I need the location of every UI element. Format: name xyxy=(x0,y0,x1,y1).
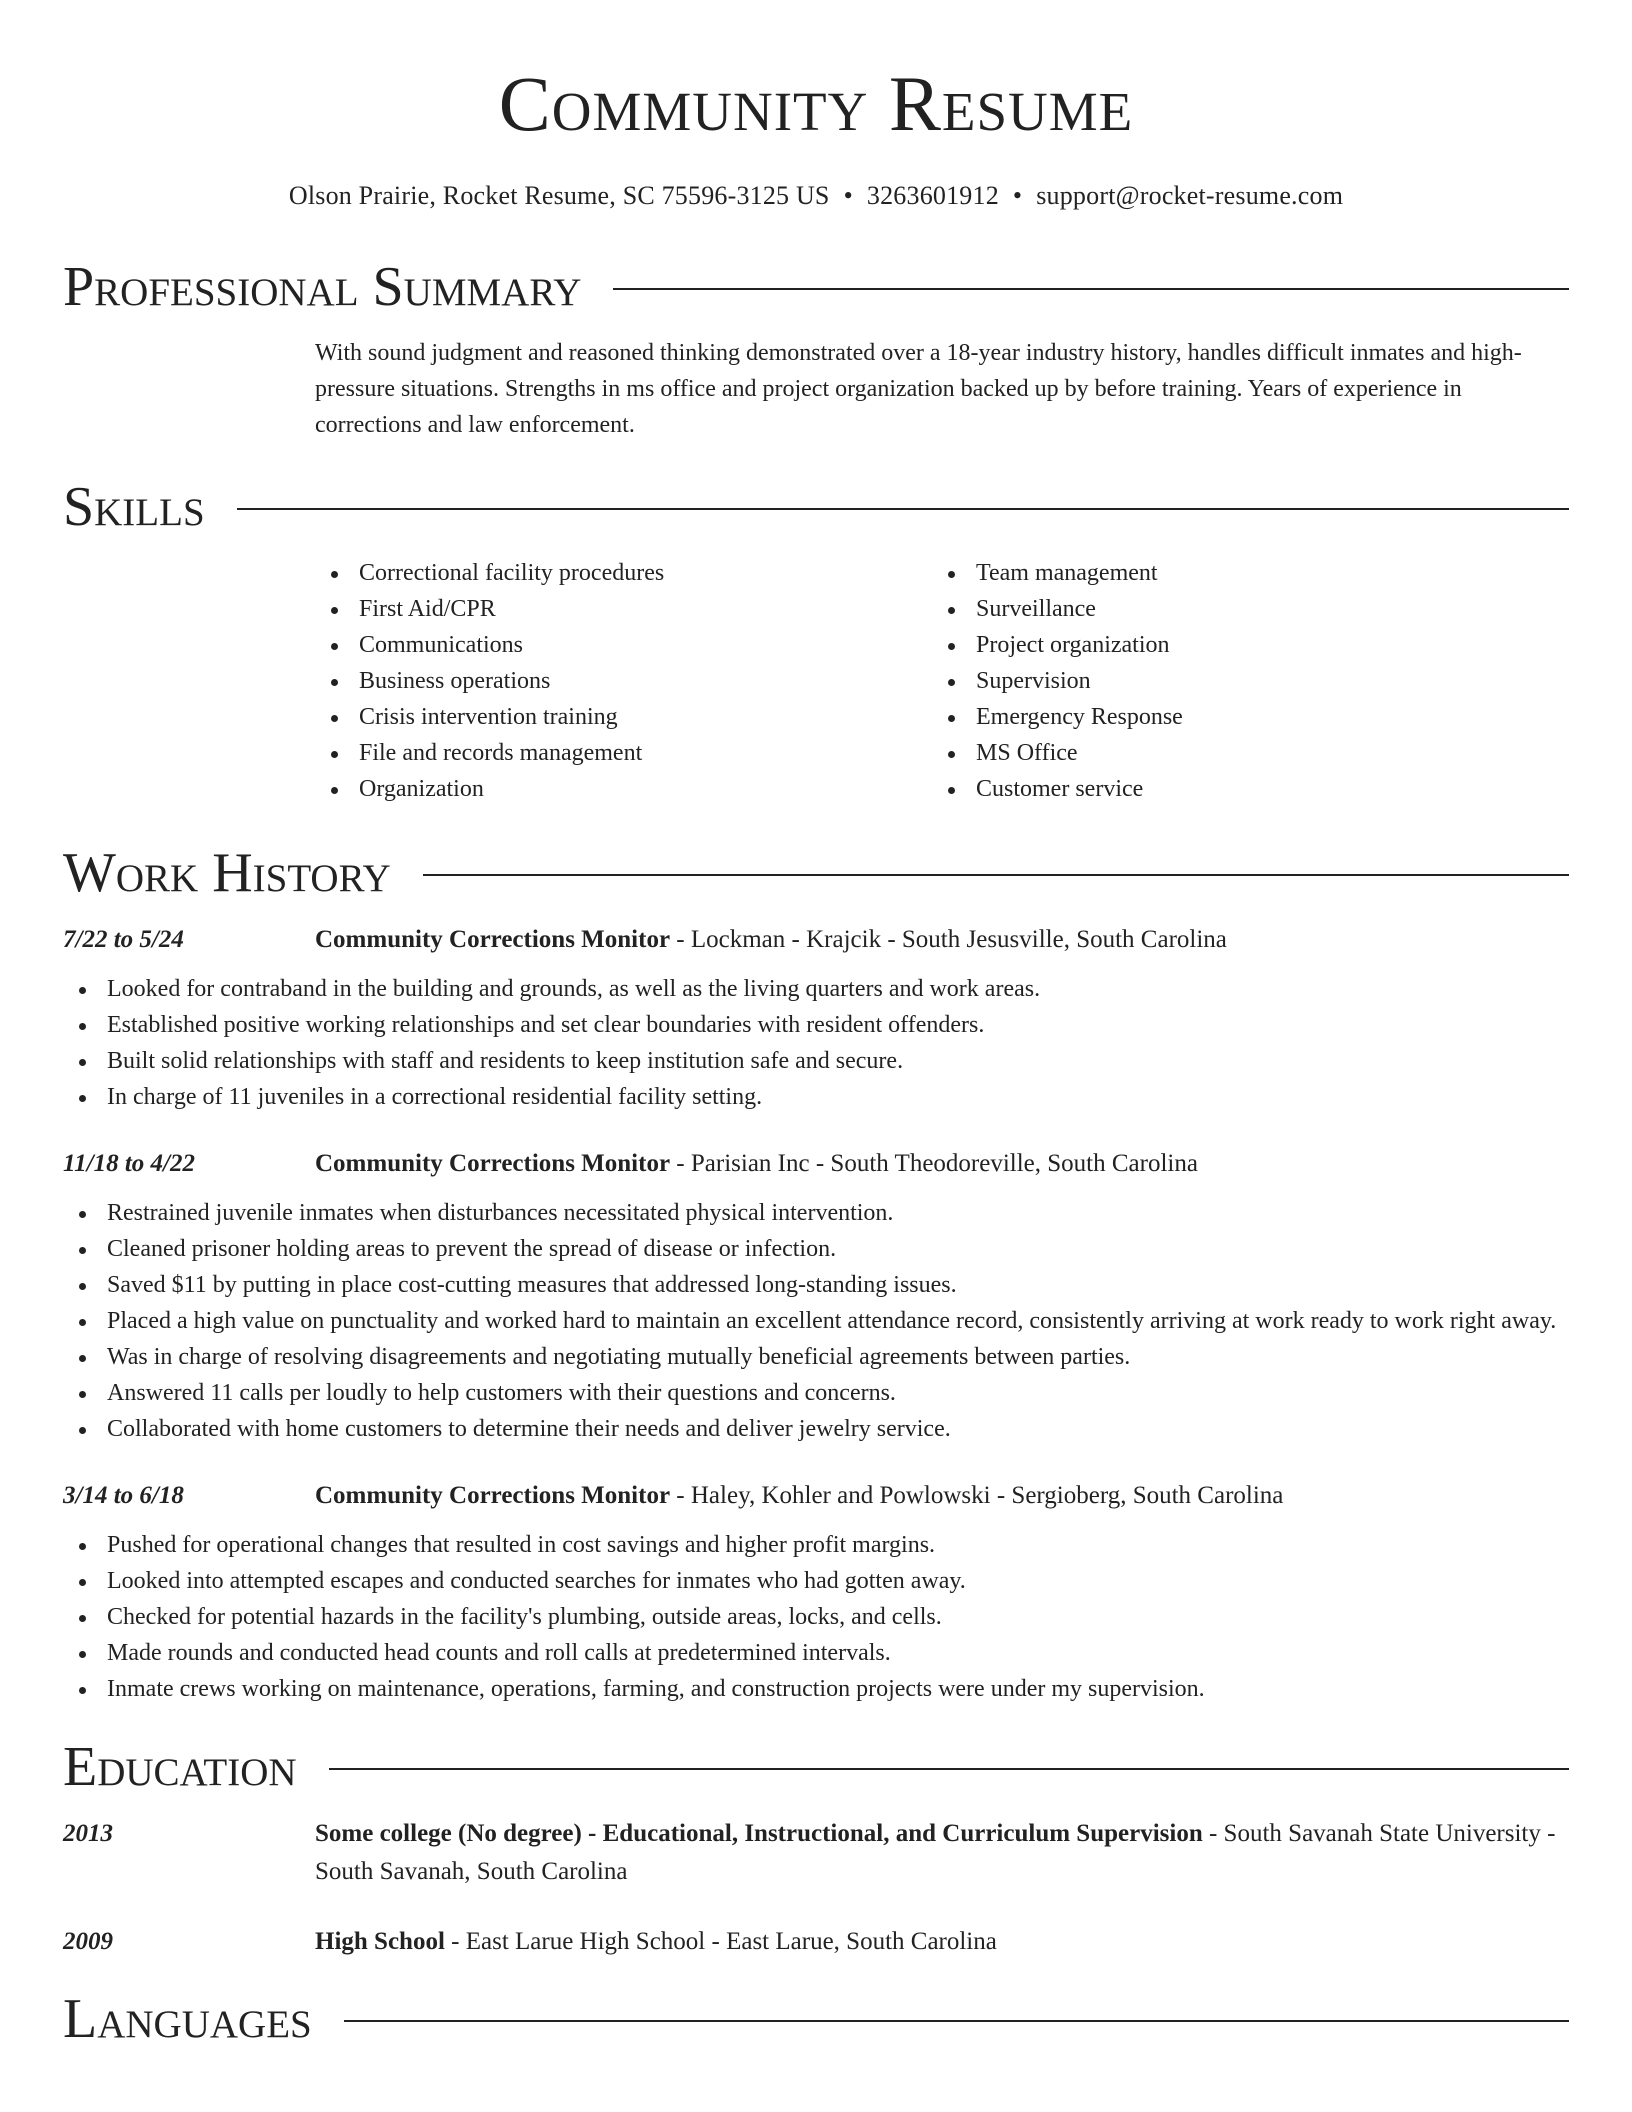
section-divider xyxy=(613,288,1569,290)
section-divider xyxy=(237,508,1569,510)
job-bullet: Saved $11 by putting in place cost-cutting measures that addressed long-standing issues. xyxy=(63,1267,1569,1303)
job-bullet: In charge of 11 juveniles in a correctional residential facility setting. xyxy=(63,1079,1569,1115)
skill-item: Surveillance xyxy=(932,591,1549,627)
skill-item: Project organization xyxy=(932,627,1549,663)
job-bullet: Built solid relationships with staff and residents to keep institution safe and secure. xyxy=(63,1043,1569,1079)
skills-column-right xyxy=(932,555,1549,807)
skill-item: Supervision xyxy=(932,663,1549,699)
skill-item: MS Office xyxy=(932,735,1549,771)
education-year: 2009 xyxy=(63,1928,113,1955)
job-bullet: Checked for potential hazards in the facility's plumbing, outside areas, locks, and cells. xyxy=(63,1599,1569,1635)
job-header xyxy=(63,921,1569,959)
section-header-education xyxy=(63,1736,1569,1798)
section-title: Languages xyxy=(63,1988,312,2050)
skill-item: First Aid/CPR xyxy=(315,591,932,627)
job-bullet: Established positive working relationships and set clear boundaries with resident offenders. xyxy=(63,1007,1569,1043)
skills-column-left xyxy=(315,555,932,807)
education-info xyxy=(315,1923,1569,1961)
job-title: Community Corrections Monitor xyxy=(315,1150,671,1177)
job-entry xyxy=(63,1145,1569,1447)
job-bullet: Pushed for operational changes that resulted in cost savings and higher profit margins. xyxy=(63,1527,1569,1563)
skill-item: Emergency Response xyxy=(932,699,1549,735)
section-title: Skills xyxy=(63,476,205,538)
education-row xyxy=(63,1923,1569,1961)
job-details: - Lockman - Krajcik - South Jesusville, South Carolina xyxy=(670,926,1227,953)
skill-item: Crisis intervention training xyxy=(315,699,932,735)
job-dates: 3/14 to 6/18 xyxy=(63,1482,184,1509)
education-info xyxy=(315,1815,1569,1891)
job-bullet: Inmate crews working on maintenance, operations, farming, and construction projects were under my supervision. xyxy=(63,1671,1569,1707)
section-divider xyxy=(344,2020,1569,2022)
section-header-languages xyxy=(63,1988,1569,2050)
education-entry xyxy=(63,1923,1569,1961)
job-bullet: Made rounds and conducted head counts and roll calls at predetermined intervals. xyxy=(63,1635,1569,1671)
job-title: Community Corrections Monitor xyxy=(315,1482,671,1509)
job-info xyxy=(315,921,1227,959)
job-info xyxy=(315,1145,1198,1183)
job-header xyxy=(63,1145,1569,1183)
section-divider xyxy=(423,874,1569,876)
section-header-work xyxy=(63,842,1569,904)
job-bullets xyxy=(63,971,1569,1115)
job-bullet: Cleaned prisoner holding areas to prevent the spread of disease or infection. xyxy=(63,1231,1569,1267)
skill-item: Communications xyxy=(315,627,932,663)
candidate-name: Community Resume xyxy=(498,60,1134,147)
education-row xyxy=(63,1815,1569,1891)
section-header-summary xyxy=(63,256,1569,318)
skill-item: Correctional facility procedures xyxy=(315,555,932,591)
skill-item: Organization xyxy=(315,771,932,807)
education-details: - East Larue High School - East Larue, South Carolina xyxy=(444,1928,997,1955)
education-degree: Some college (No degree) - Educational, Instructional, and Curriculum Supervision xyxy=(315,1820,1203,1847)
contact-email: support@rocket-resume.com xyxy=(1036,181,1344,210)
contact-line xyxy=(63,181,1569,211)
education-year: 2013 xyxy=(63,1820,113,1847)
job-header xyxy=(63,1477,1569,1515)
section-divider xyxy=(329,1768,1569,1770)
job-bullet: Collaborated with home customers to determine their needs and deliver jewelry service. xyxy=(63,1411,1569,1447)
job-info xyxy=(315,1477,1283,1515)
education-degree: High School xyxy=(315,1928,445,1955)
contact-separator: • xyxy=(1012,181,1023,210)
job-bullet: Restrained juvenile inmates when disturbances necessitated physical intervention. xyxy=(63,1195,1569,1231)
job-bullets xyxy=(63,1527,1569,1707)
job-details: - Haley, Kohler and Powlowski - Sergioberg, South Carolina xyxy=(670,1482,1284,1509)
job-entry xyxy=(63,921,1569,1115)
section-title: Professional Summary xyxy=(63,256,582,318)
section-header-skills xyxy=(63,476,1569,538)
summary-text: With sound judgment and reasoned thinking demonstrated over a 18-year industry history, handles difficult inmates and high-pressure situations. Strengths in ms office and project organization backed up by before training. Years of experience in corrections and law enforcement. xyxy=(315,340,1522,438)
skills-list xyxy=(315,555,1569,807)
contact-phone: 3263601912 xyxy=(866,181,999,210)
job-bullets xyxy=(63,1195,1569,1447)
job-details: - Parisian Inc - South Theodoreville, South Carolina xyxy=(670,1150,1198,1177)
job-bullet: Looked for contraband in the building and grounds, as well as the living quarters and work areas. xyxy=(63,971,1569,1007)
skill-item: Business operations xyxy=(315,663,932,699)
job-dates: 7/22 to 5/24 xyxy=(63,926,184,953)
job-entry xyxy=(63,1477,1569,1707)
job-dates: 11/18 to 4/22 xyxy=(63,1150,195,1177)
contact-separator: • xyxy=(843,181,853,210)
contact-address: Olson Prairie, Rocket Resume, SC 75596-3125 US xyxy=(288,181,830,210)
job-bullet: Was in charge of resolving disagreements and negotiating mutually beneficial agreements between parties. xyxy=(63,1339,1569,1375)
education-entry xyxy=(63,1815,1569,1891)
education-details: - South Savanah State University - South Savanah, South Carolina xyxy=(315,1820,1556,1885)
job-bullet: Looked into attempted escapes and conducted searches for inmates who had gotten away. xyxy=(63,1563,1569,1599)
skill-item: Team management xyxy=(932,555,1549,591)
education-list xyxy=(63,1815,1569,1961)
skill-item: File and records management xyxy=(315,735,932,771)
skill-item: Customer service xyxy=(932,771,1549,807)
job-title: Community Corrections Monitor xyxy=(315,926,671,953)
work-history-list xyxy=(63,921,1569,1707)
job-bullet: Answered 11 calls per loudly to help customers with their questions and concerns. xyxy=(63,1375,1569,1411)
job-bullet: Placed a high value on punctuality and worked hard to maintain an excellent attendance record, consistently arriving at work ready to work right away. xyxy=(63,1303,1569,1339)
section-title: Education xyxy=(63,1736,297,1798)
section-title: Work History xyxy=(63,842,391,904)
